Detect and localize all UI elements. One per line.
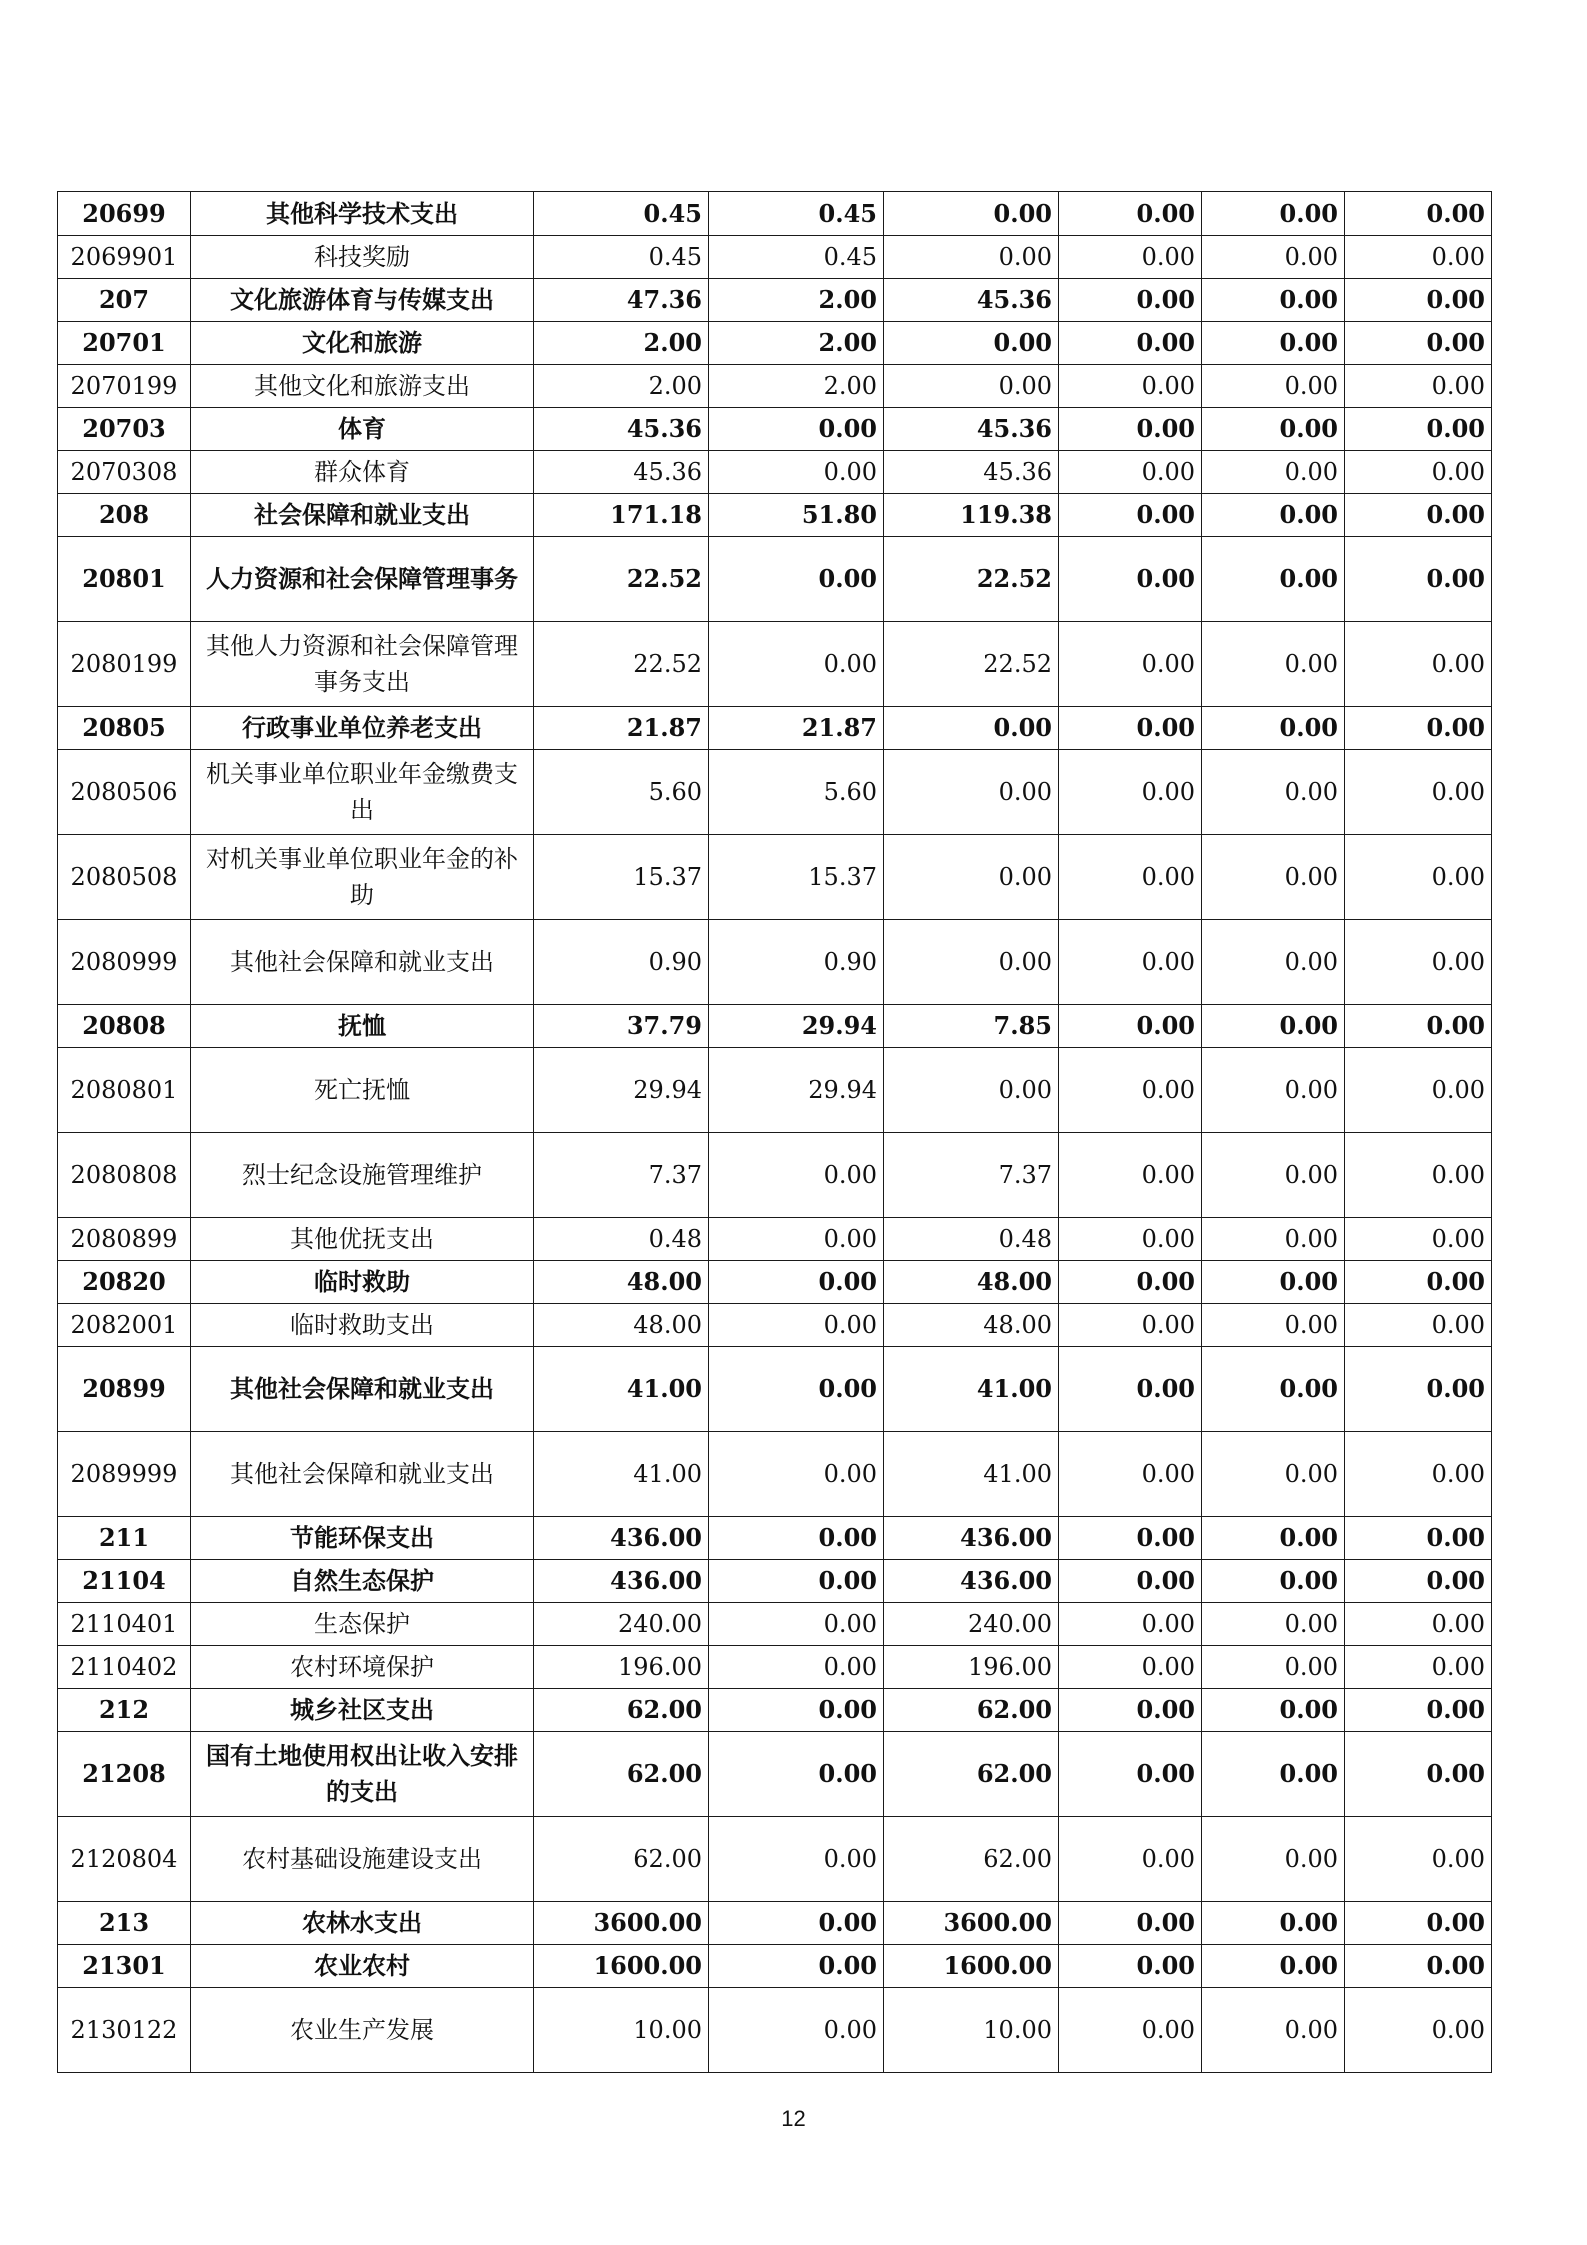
row-value: 45.36 [884, 451, 1059, 494]
row-value: 0.00 [709, 1603, 884, 1646]
row-code: 208 [58, 494, 191, 537]
row-value: 62.00 [534, 1689, 709, 1732]
row-name: 文化和旅游 [191, 322, 534, 365]
row-code: 20801 [58, 537, 191, 622]
table-row [58, 1817, 1492, 1902]
row-value: 196.00 [534, 1646, 709, 1689]
table-row [58, 1218, 1492, 1261]
row-value: 0.00 [709, 1218, 884, 1261]
row-value: 0.00 [1345, 1732, 1492, 1817]
row-value: 0.00 [1059, 1732, 1202, 1817]
row-value: 0.48 [534, 1218, 709, 1261]
row-value: 3600.00 [884, 1902, 1059, 1945]
row-code: 2069901 [58, 236, 191, 279]
row-value: 0.00 [1202, 279, 1345, 322]
table-row [58, 1005, 1492, 1048]
row-code: 211 [58, 1517, 191, 1560]
row-code: 213 [58, 1902, 191, 1945]
row-value: 0.00 [1345, 1432, 1492, 1517]
table-row [58, 1261, 1492, 1304]
row-value: 0.00 [1345, 622, 1492, 707]
row-code: 2110402 [58, 1646, 191, 1689]
row-name: 死亡抚恤 [191, 1048, 534, 1133]
row-value: 0.00 [1345, 236, 1492, 279]
row-code: 20703 [58, 408, 191, 451]
row-value: 15.37 [534, 835, 709, 920]
row-value: 0.00 [1202, 1347, 1345, 1432]
row-value: 0.00 [1059, 707, 1202, 750]
row-name: 科技奖励 [191, 236, 534, 279]
row-value: 0.00 [1202, 835, 1345, 920]
row-value: 0.00 [1202, 1304, 1345, 1347]
table-row [58, 1689, 1492, 1732]
row-value: 0.00 [1059, 1945, 1202, 1988]
table-row [58, 1646, 1492, 1689]
row-value: 0.00 [884, 192, 1059, 236]
row-name: 临时救助 [191, 1261, 534, 1304]
row-value: 0.00 [1202, 1988, 1345, 2073]
row-value: 0.00 [1059, 192, 1202, 236]
row-value: 0.00 [1345, 1261, 1492, 1304]
row-value: 0.00 [709, 1902, 884, 1945]
table-row [58, 537, 1492, 622]
row-value: 0.90 [709, 920, 884, 1005]
row-value: 0.00 [1202, 1432, 1345, 1517]
row-value: 22.52 [534, 537, 709, 622]
row-value: 0.00 [884, 707, 1059, 750]
row-code: 2070308 [58, 451, 191, 494]
row-value: 0.00 [884, 236, 1059, 279]
row-value: 0.00 [1345, 920, 1492, 1005]
row-value: 0.00 [709, 1133, 884, 1218]
row-value: 0.00 [1059, 1517, 1202, 1560]
row-value: 0.45 [709, 192, 884, 236]
table-row [58, 279, 1492, 322]
row-name: 节能环保支出 [191, 1517, 534, 1560]
row-value: 0.00 [884, 750, 1059, 835]
row-code: 21208 [58, 1732, 191, 1817]
row-name: 对机关事业单位职业年金的补助 [191, 835, 534, 920]
row-value: 0.00 [1345, 1005, 1492, 1048]
row-value: 0.00 [1202, 622, 1345, 707]
row-value: 0.00 [884, 365, 1059, 408]
row-value: 0.00 [1059, 1603, 1202, 1646]
row-value: 0.00 [884, 322, 1059, 365]
row-value: 7.85 [884, 1005, 1059, 1048]
row-value: 2.00 [534, 322, 709, 365]
row-value: 21.87 [709, 707, 884, 750]
row-code: 2070199 [58, 365, 191, 408]
row-value: 0.00 [1345, 494, 1492, 537]
row-value: 2.00 [709, 322, 884, 365]
table-row [58, 835, 1492, 920]
row-value: 0.00 [1059, 1560, 1202, 1603]
row-value: 0.00 [1345, 279, 1492, 322]
row-value: 0.00 [1059, 622, 1202, 707]
row-code: 2080506 [58, 750, 191, 835]
table-row [58, 1304, 1492, 1347]
row-code: 20805 [58, 707, 191, 750]
row-value: 45.36 [884, 408, 1059, 451]
row-value: 48.00 [884, 1304, 1059, 1347]
row-name: 其他社会保障和就业支出 [191, 1347, 534, 1432]
row-value: 41.00 [534, 1347, 709, 1432]
row-value: 0.00 [1059, 451, 1202, 494]
row-name: 其他社会保障和就业支出 [191, 920, 534, 1005]
row-value: 0.00 [709, 1304, 884, 1347]
row-value: 7.37 [884, 1133, 1059, 1218]
table-row [58, 1517, 1492, 1560]
row-value: 0.00 [1059, 1261, 1202, 1304]
row-value: 22.52 [884, 537, 1059, 622]
row-value: 45.36 [534, 408, 709, 451]
row-value: 45.36 [534, 451, 709, 494]
row-value: 2.00 [534, 365, 709, 408]
row-value: 0.00 [1202, 1732, 1345, 1817]
row-value: 0.00 [1345, 1689, 1492, 1732]
row-value: 240.00 [534, 1603, 709, 1646]
row-value: 0.00 [709, 1560, 884, 1603]
row-value: 0.00 [1202, 1603, 1345, 1646]
row-value: 0.00 [709, 1817, 884, 1902]
row-value: 0.00 [1345, 1133, 1492, 1218]
row-value: 10.00 [534, 1988, 709, 2073]
row-name: 农村环境保护 [191, 1646, 534, 1689]
row-code: 2080508 [58, 835, 191, 920]
row-name: 其他科学技术支出 [191, 192, 534, 236]
row-value: 0.00 [1345, 1817, 1492, 1902]
row-value: 0.00 [1059, 1902, 1202, 1945]
row-value: 0.00 [1345, 1603, 1492, 1646]
row-value: 436.00 [884, 1560, 1059, 1603]
row-value: 0.00 [1059, 408, 1202, 451]
row-value: 0.00 [1345, 365, 1492, 408]
row-code: 2089999 [58, 1432, 191, 1517]
table-row [58, 1347, 1492, 1432]
row-name: 人力资源和社会保障管理事务 [191, 537, 534, 622]
row-name: 国有土地使用权出让收入安排的支出 [191, 1732, 534, 1817]
row-value: 240.00 [884, 1603, 1059, 1646]
row-value: 3600.00 [534, 1902, 709, 1945]
row-name: 其他优抚支出 [191, 1218, 534, 1261]
row-value: 0.00 [1202, 1218, 1345, 1261]
row-value: 0.00 [1059, 1218, 1202, 1261]
row-name: 农业生产发展 [191, 1988, 534, 2073]
row-name: 生态保护 [191, 1603, 534, 1646]
row-value: 0.45 [709, 236, 884, 279]
row-value: 196.00 [884, 1646, 1059, 1689]
row-value: 0.00 [1059, 537, 1202, 622]
row-value: 0.00 [1345, 835, 1492, 920]
row-value: 48.00 [534, 1261, 709, 1304]
row-name: 其他社会保障和就业支出 [191, 1432, 534, 1517]
row-value: 0.00 [1059, 1432, 1202, 1517]
row-value: 7.37 [534, 1133, 709, 1218]
row-code: 21104 [58, 1560, 191, 1603]
row-value: 0.00 [884, 1048, 1059, 1133]
row-code: 21301 [58, 1945, 191, 1988]
row-value: 0.00 [1202, 494, 1345, 537]
row-value: 62.00 [884, 1689, 1059, 1732]
row-value: 0.00 [1345, 1347, 1492, 1432]
row-code: 2082001 [58, 1304, 191, 1347]
row-value: 0.00 [1202, 920, 1345, 1005]
row-code: 20701 [58, 322, 191, 365]
row-value: 45.36 [884, 279, 1059, 322]
row-name: 机关事业单位职业年金缴费支出 [191, 750, 534, 835]
row-name: 抚恤 [191, 1005, 534, 1048]
row-value: 0.00 [1345, 1988, 1492, 2073]
row-value: 47.36 [534, 279, 709, 322]
page-number: 12 [781, 2106, 806, 2131]
row-value: 62.00 [534, 1732, 709, 1817]
row-value: 0.00 [1202, 451, 1345, 494]
row-value: 0.90 [534, 920, 709, 1005]
row-value: 48.00 [534, 1304, 709, 1347]
row-value: 0.00 [1345, 1902, 1492, 1945]
row-name: 城乡社区支出 [191, 1689, 534, 1732]
expenditure-table [57, 191, 1492, 2073]
row-value: 0.00 [709, 1432, 884, 1517]
row-value: 0.00 [1202, 1517, 1345, 1560]
row-name: 烈士纪念设施管理维护 [191, 1133, 534, 1218]
row-value: 62.00 [534, 1817, 709, 1902]
row-value: 0.00 [709, 408, 884, 451]
row-value: 21.87 [534, 707, 709, 750]
row-code: 2080808 [58, 1133, 191, 1218]
row-name: 体育 [191, 408, 534, 451]
row-code: 2080999 [58, 920, 191, 1005]
row-value: 0.00 [1202, 408, 1345, 451]
row-value: 41.00 [884, 1432, 1059, 1517]
table-row [58, 1988, 1492, 2073]
row-code: 20820 [58, 1261, 191, 1304]
row-value: 29.94 [534, 1048, 709, 1133]
row-name: 其他文化和旅游支出 [191, 365, 534, 408]
row-value: 0.00 [1059, 1005, 1202, 1048]
row-value: 1600.00 [884, 1945, 1059, 1988]
row-value: 0.00 [1202, 192, 1345, 236]
row-value: 0.48 [884, 1218, 1059, 1261]
row-value: 0.00 [1202, 1048, 1345, 1133]
row-value: 436.00 [534, 1560, 709, 1603]
row-value: 0.00 [1345, 1945, 1492, 1988]
table-row [58, 1945, 1492, 1988]
table-row [58, 192, 1492, 236]
row-value: 0.00 [1345, 1560, 1492, 1603]
row-value: 0.00 [1345, 408, 1492, 451]
table-row [58, 1603, 1492, 1646]
row-value: 0.00 [1345, 537, 1492, 622]
table-row [58, 1133, 1492, 1218]
row-value: 0.00 [1345, 750, 1492, 835]
row-value: 119.38 [884, 494, 1059, 537]
row-name: 群众体育 [191, 451, 534, 494]
row-value: 2.00 [709, 365, 884, 408]
row-value: 0.00 [1059, 494, 1202, 537]
table-row [58, 322, 1492, 365]
row-value: 62.00 [884, 1817, 1059, 1902]
row-value: 41.00 [884, 1347, 1059, 1432]
row-value: 0.00 [1345, 322, 1492, 365]
table-body [58, 192, 1492, 2073]
row-value: 0.00 [709, 1945, 884, 1988]
row-value: 0.00 [1059, 1304, 1202, 1347]
row-name: 临时救助支出 [191, 1304, 534, 1347]
row-value: 0.00 [884, 920, 1059, 1005]
row-name: 社会保障和就业支出 [191, 494, 534, 537]
row-value: 0.00 [1059, 1347, 1202, 1432]
row-code: 20899 [58, 1347, 191, 1432]
table-row [58, 494, 1492, 537]
row-value: 0.00 [1202, 322, 1345, 365]
row-name: 农村基础设施建设支出 [191, 1817, 534, 1902]
row-value: 0.00 [709, 622, 884, 707]
row-value: 0.00 [709, 451, 884, 494]
row-value: 0.00 [709, 1517, 884, 1560]
row-value: 0.00 [1345, 1304, 1492, 1347]
row-value: 0.00 [1059, 365, 1202, 408]
row-value: 0.00 [709, 1732, 884, 1817]
table-row [58, 1732, 1492, 1817]
row-value: 0.00 [1059, 1988, 1202, 2073]
row-value: 0.00 [1202, 1005, 1345, 1048]
row-value: 0.00 [1202, 1817, 1345, 1902]
row-value: 171.18 [534, 494, 709, 537]
row-value: 0.00 [1059, 322, 1202, 365]
row-value: 0.00 [1345, 1646, 1492, 1689]
row-value: 41.00 [534, 1432, 709, 1517]
row-value: 0.00 [1202, 750, 1345, 835]
row-value: 51.80 [709, 494, 884, 537]
row-value: 1600.00 [534, 1945, 709, 1988]
row-value: 29.94 [709, 1005, 884, 1048]
row-value: 0.00 [1202, 1689, 1345, 1732]
row-value: 0.00 [709, 1689, 884, 1732]
row-code: 2080199 [58, 622, 191, 707]
row-value: 0.45 [534, 236, 709, 279]
row-value: 436.00 [884, 1517, 1059, 1560]
row-code: 207 [58, 279, 191, 322]
row-code: 20808 [58, 1005, 191, 1048]
row-code: 20699 [58, 192, 191, 236]
row-value: 0.00 [1202, 1945, 1345, 1988]
table-row [58, 408, 1492, 451]
table-row [58, 920, 1492, 1005]
row-name: 农业农村 [191, 1945, 534, 1988]
row-value: 62.00 [884, 1732, 1059, 1817]
row-value: 0.00 [1345, 1218, 1492, 1261]
row-code: 2120804 [58, 1817, 191, 1902]
row-value: 22.52 [884, 622, 1059, 707]
row-value: 0.00 [1345, 451, 1492, 494]
row-value: 0.00 [1202, 1902, 1345, 1945]
row-value: 48.00 [884, 1261, 1059, 1304]
row-value: 10.00 [884, 1988, 1059, 2073]
row-value: 0.00 [709, 1988, 884, 2073]
row-value: 5.60 [534, 750, 709, 835]
table-row [58, 1902, 1492, 1945]
row-value: 0.00 [1059, 835, 1202, 920]
row-value: 0.00 [709, 1646, 884, 1689]
row-value: 0.00 [1059, 279, 1202, 322]
table-row [58, 1560, 1492, 1603]
row-value: 0.00 [1059, 1817, 1202, 1902]
row-code: 2080899 [58, 1218, 191, 1261]
table-row [58, 707, 1492, 750]
table-row [58, 236, 1492, 279]
row-value: 0.00 [1345, 707, 1492, 750]
row-value: 0.00 [1059, 1133, 1202, 1218]
row-value: 0.00 [1345, 192, 1492, 236]
row-code: 2130122 [58, 1988, 191, 2073]
row-value: 5.60 [709, 750, 884, 835]
row-value: 0.00 [1202, 236, 1345, 279]
row-code: 2080801 [58, 1048, 191, 1133]
row-value: 0.00 [709, 1261, 884, 1304]
row-value: 0.00 [1202, 1646, 1345, 1689]
row-value: 436.00 [534, 1517, 709, 1560]
row-value: 0.00 [1202, 707, 1345, 750]
row-value: 0.45 [534, 192, 709, 236]
table-row [58, 622, 1492, 707]
row-value: 0.00 [1202, 1560, 1345, 1603]
row-value: 0.00 [1345, 1048, 1492, 1133]
row-value: 0.00 [1202, 537, 1345, 622]
row-value: 22.52 [534, 622, 709, 707]
row-value: 0.00 [1059, 236, 1202, 279]
table-row [58, 750, 1492, 835]
row-name: 自然生态保护 [191, 1560, 534, 1603]
row-value: 0.00 [1202, 1261, 1345, 1304]
table-row [58, 1048, 1492, 1133]
row-value: 0.00 [1059, 1646, 1202, 1689]
row-name: 其他人力资源和社会保障管理事务支出 [191, 622, 534, 707]
row-code: 2110401 [58, 1603, 191, 1646]
row-value: 0.00 [1059, 920, 1202, 1005]
row-value: 15.37 [709, 835, 884, 920]
table-row [58, 365, 1492, 408]
row-value: 0.00 [1059, 1048, 1202, 1133]
row-name: 农林水支出 [191, 1902, 534, 1945]
table-row [58, 1432, 1492, 1517]
row-value: 0.00 [709, 1347, 884, 1432]
table-row [58, 451, 1492, 494]
row-value: 37.79 [534, 1005, 709, 1048]
row-name: 行政事业单位养老支出 [191, 707, 534, 750]
row-value: 0.00 [1345, 1517, 1492, 1560]
row-value: 2.00 [709, 279, 884, 322]
row-value: 0.00 [1202, 1133, 1345, 1218]
row-name: 文化旅游体育与传媒支出 [191, 279, 534, 322]
row-code: 212 [58, 1689, 191, 1732]
row-value: 0.00 [1059, 1689, 1202, 1732]
row-value: 0.00 [884, 835, 1059, 920]
row-value: 29.94 [709, 1048, 884, 1133]
row-value: 0.00 [709, 537, 884, 622]
row-value: 0.00 [1202, 365, 1345, 408]
row-value: 0.00 [1059, 750, 1202, 835]
